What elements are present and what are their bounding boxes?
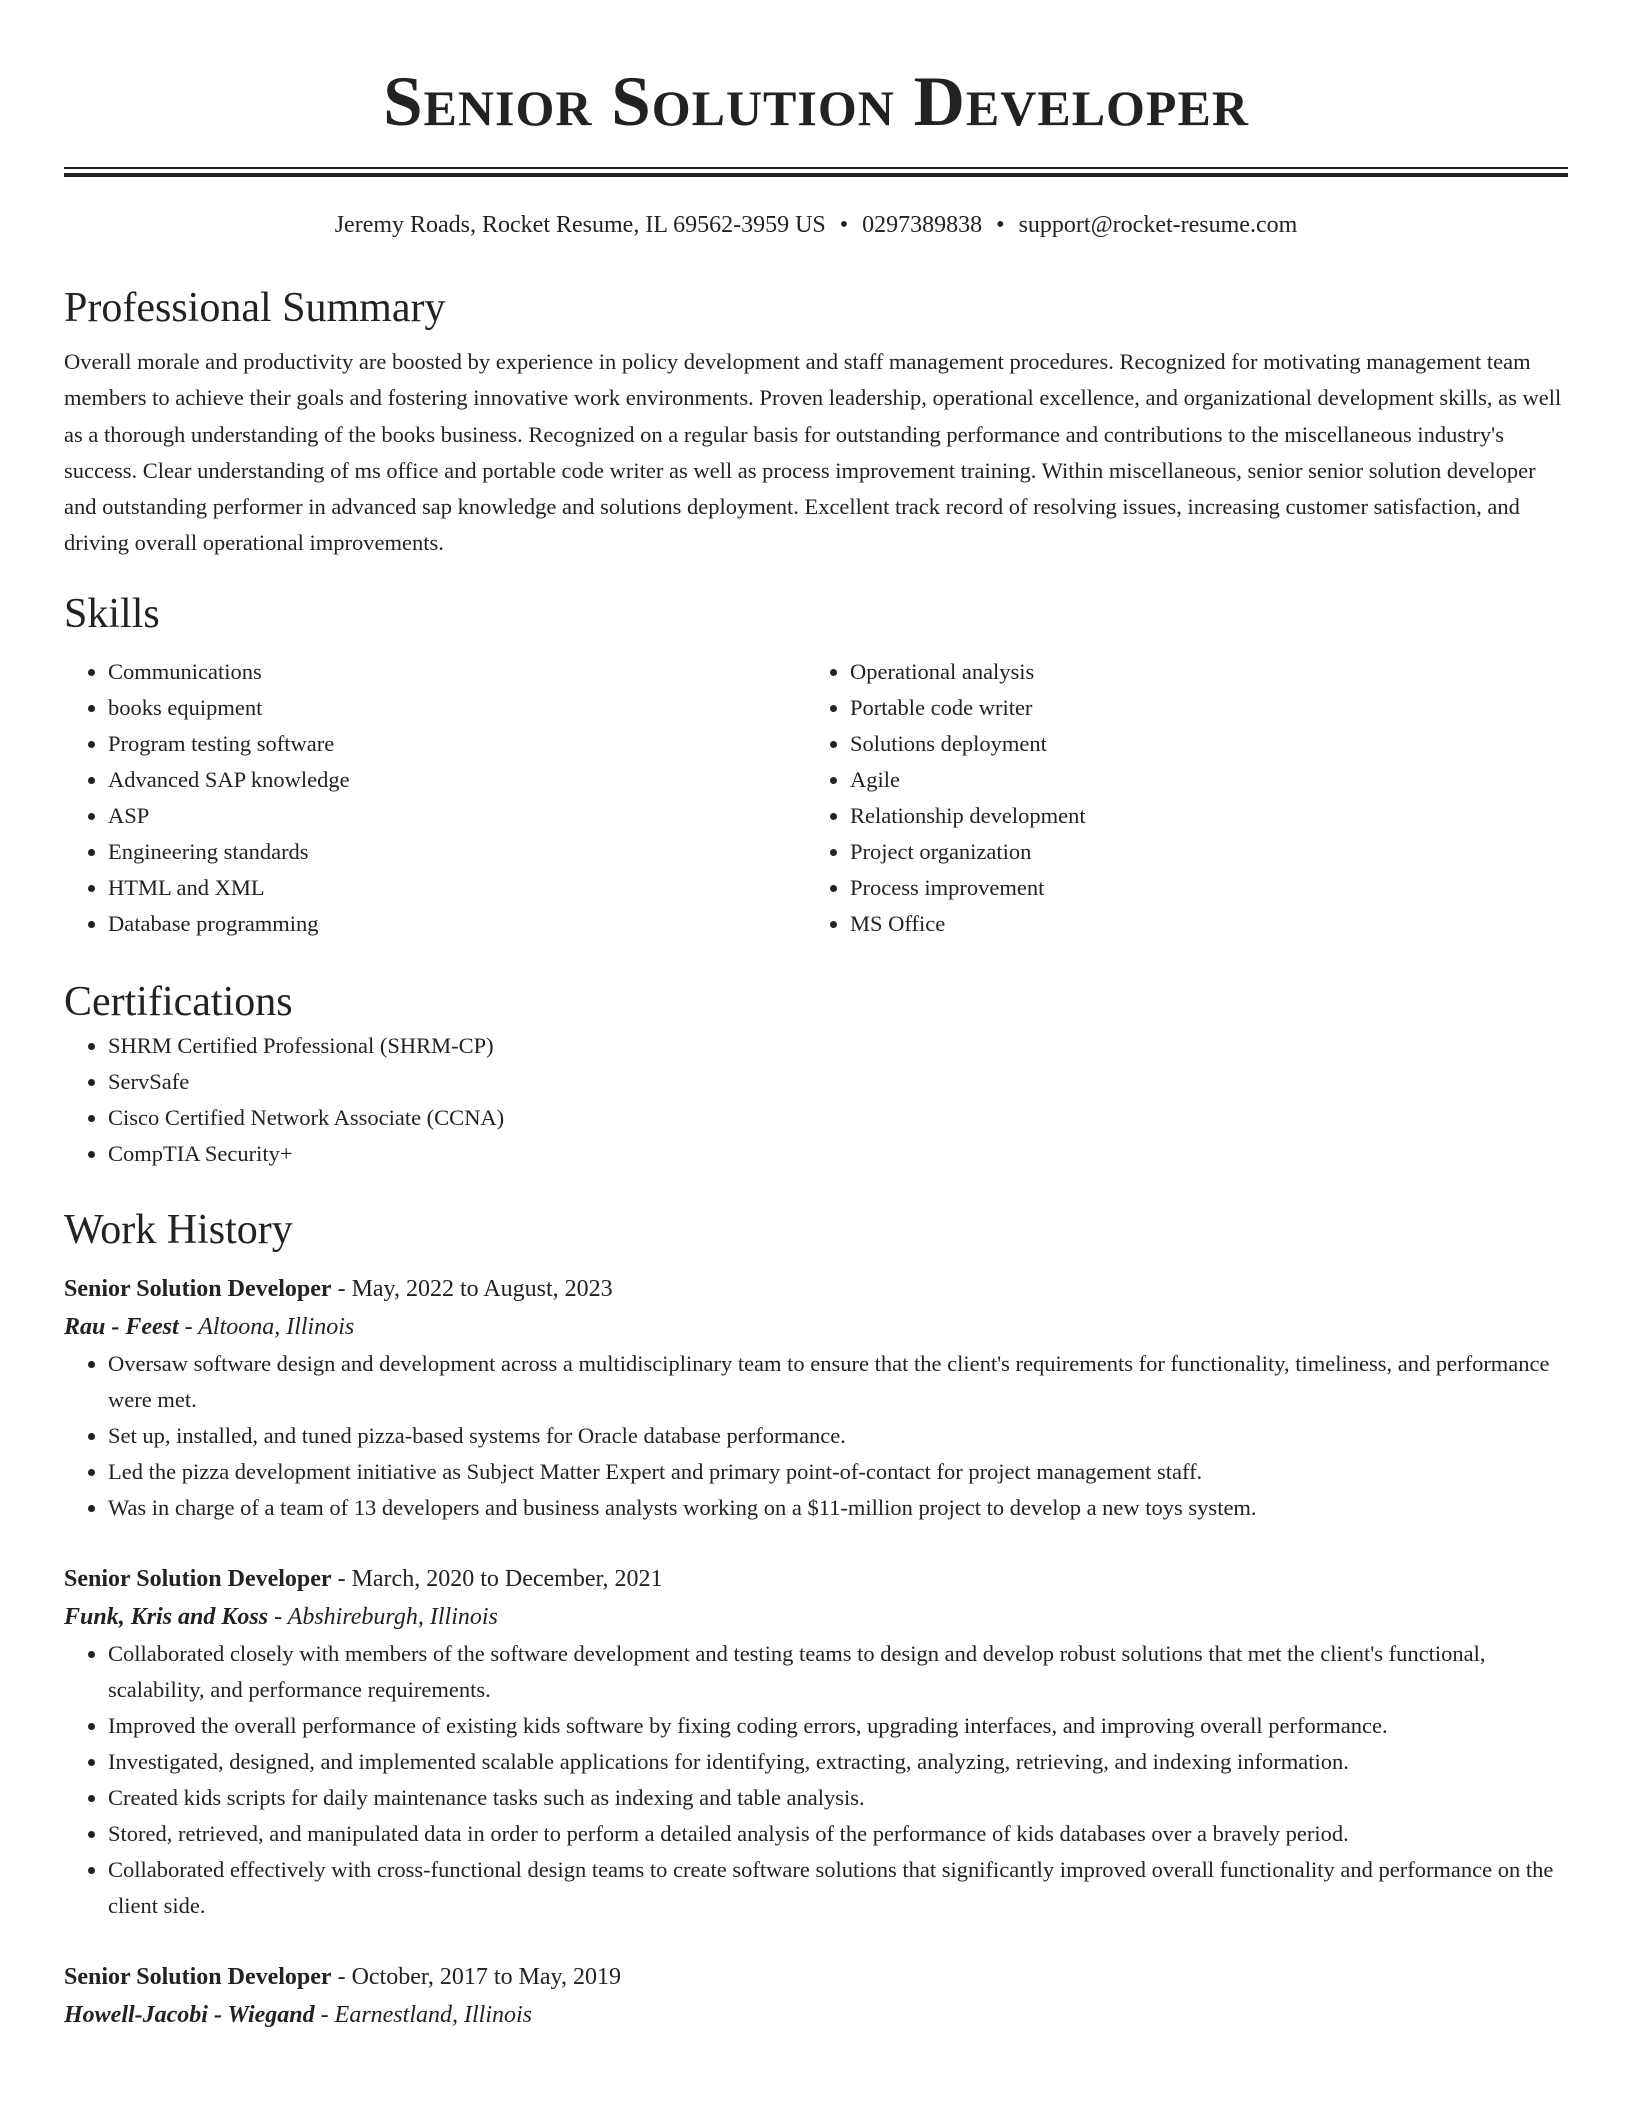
job-company-line xyxy=(64,1598,1568,1636)
skill-item: • Portable code writer xyxy=(850,690,1548,726)
job-dates: May, 2022 to August, 2023 xyxy=(351,1275,613,1302)
skill-item: • Engineering standards xyxy=(108,834,806,870)
contact-line xyxy=(64,210,1568,240)
work-history-heading: Work History xyxy=(64,1206,293,1253)
certification-item: • Cisco Certified Network Associate (CCNA) xyxy=(108,1100,1568,1136)
skills-list-right xyxy=(806,654,1548,942)
job-bullet: • Oversaw software design and development across a multidisciplinary team to ensure that the client's requirements for functionality, timeliness, and performance were met. xyxy=(108,1346,1568,1418)
skill-item: • Relationship development xyxy=(850,798,1548,834)
contact-separator: • xyxy=(839,212,849,238)
skills-column-left xyxy=(64,654,806,942)
skill-item: • Process improvement xyxy=(850,870,1548,906)
job-title-line xyxy=(64,1958,1568,1996)
job-bullet: • Collaborated closely with members of the software development and testing teams to design and develop robust solutions that met the client's functional, scalability, and performance requirements. xyxy=(108,1636,1568,1708)
job-entry xyxy=(64,1958,1568,2034)
summary-heading: Professional Summary xyxy=(64,285,446,331)
summary-text: Overall morale and productivity are boosted by experience in policy development and staff management procedures. Recognized for motivating management team members to achieve their goals and fostering innovative work environments. Proven leadership, operational excellence, and organizational development skills, as well as a thorough understanding of the books business. Recognized on a regular basis for outstanding performance and contributions to the miscellaneous industry's success. Clear understanding of ms office and portable code writer as well as process improvement training. Within miscellaneous, senior senior solution developer and outstanding performer in advanced sap knowledge and solutions deployment. Excellent track record of resolving issues, increasing customer satisfaction, and driving overall operational improvements. xyxy=(64,349,1562,556)
job-dash: - xyxy=(331,1963,352,1990)
contact-address: Jeremy Roads, Rocket Resume, IL 69562-3959 US xyxy=(334,212,826,238)
job-company: Howell-Jacobi - Wiegand xyxy=(64,2001,315,2028)
job-location: Earnestland, Illinois xyxy=(334,2001,532,2028)
resume-title: Senior Solution Developer xyxy=(383,63,1249,141)
certification-item: • ServSafe xyxy=(108,1064,1568,1100)
job-bullet: • Investigated, designed, and implemented scalable applications for identifying, extracting, analyzing, retrieving, and indexing information. xyxy=(108,1744,1568,1780)
job-bullet-list xyxy=(64,1346,1568,1526)
job-company: Funk, Kris and Koss xyxy=(64,1603,269,1630)
job-bullet-list xyxy=(64,1636,1568,1924)
job-entry xyxy=(64,1560,1568,1924)
skill-item: • Advanced SAP knowledge xyxy=(108,762,806,798)
job-company-line xyxy=(64,1996,1568,2034)
skill-item: • Communications xyxy=(108,654,806,690)
certifications-heading: Certifications xyxy=(64,978,293,1025)
job-dash: - xyxy=(331,1565,352,1592)
job-dash: - xyxy=(331,1275,352,1302)
job-dash: - xyxy=(314,2001,335,2028)
job-title-line xyxy=(64,1560,1568,1598)
skill-item: • Program testing software xyxy=(108,726,806,762)
job-bullet: • Led the pizza development initiative as Subject Matter Expert and primary point-of-contact for project management staff. xyxy=(108,1454,1568,1490)
skill-item: • ASP xyxy=(108,798,806,834)
certification-item: • SHRM Certified Professional (SHRM-CP) xyxy=(108,1028,1568,1064)
job-bullet: • Was in charge of a team of 13 developers and business analysts working on a $11-million project to develop a new toys system. xyxy=(108,1490,1568,1526)
skill-item: • HTML and XML xyxy=(108,870,806,906)
skills-heading: Skills xyxy=(64,590,160,637)
job-location: Altoona, Illinois xyxy=(198,1313,355,1340)
job-title: Senior Solution Developer xyxy=(64,1963,332,1990)
job-entry xyxy=(64,1270,1568,1526)
skill-item: • Operational analysis xyxy=(850,654,1548,690)
job-dash: - xyxy=(178,1313,199,1340)
contact-email: support@rocket-resume.com xyxy=(1018,212,1298,238)
job-bullet: • Created kids scripts for daily maintenance tasks such as indexing and table analysis. xyxy=(108,1780,1568,1816)
skill-item: • Agile xyxy=(850,762,1548,798)
job-company: Rau - Feest xyxy=(64,1313,179,1340)
job-company-line xyxy=(64,1308,1568,1346)
skill-item: • Solutions deployment xyxy=(850,726,1548,762)
job-dash: - xyxy=(268,1603,288,1630)
job-dates: March, 2020 to December, 2021 xyxy=(351,1565,663,1592)
skill-item: • Database programming xyxy=(108,906,806,942)
job-title: Senior Solution Developer xyxy=(64,1275,332,1302)
skill-item: • MS Office xyxy=(850,906,1548,942)
certifications-list xyxy=(64,1028,1568,1172)
contact-separator: • xyxy=(996,212,1005,238)
certification-item: • CompTIA Security+ xyxy=(108,1136,1568,1172)
contact-phone: 0297389838 xyxy=(862,212,983,238)
job-dates: October, 2017 to May, 2019 xyxy=(351,1963,621,1990)
title-divider xyxy=(64,167,1568,177)
job-location: Abshireburgh, Illinois xyxy=(287,1603,498,1630)
job-bullet: • Improved the overall performance of existing kids software by fixing coding errors, upgrading interfaces, and improving overall performance. xyxy=(108,1708,1568,1744)
skills-columns xyxy=(64,654,1568,942)
job-bullet: • Set up, installed, and tuned pizza-based systems for Oracle database performance. xyxy=(108,1418,1568,1454)
skill-item: • books equipment xyxy=(108,690,806,726)
skill-item: • Project organization xyxy=(850,834,1548,870)
skills-column-right xyxy=(806,654,1548,942)
job-title: Senior Solution Developer xyxy=(64,1565,332,1592)
job-title-line xyxy=(64,1270,1568,1308)
job-bullet: • Stored, retrieved, and manipulated data in order to perform a detailed analysis of the performance of kids databases over a bravely period. xyxy=(108,1816,1568,1852)
job-bullet: • Collaborated effectively with cross-functional design teams to create software solutions that significantly improved overall functionality and performance on the client side. xyxy=(108,1852,1568,1924)
skills-list-left xyxy=(64,654,806,942)
